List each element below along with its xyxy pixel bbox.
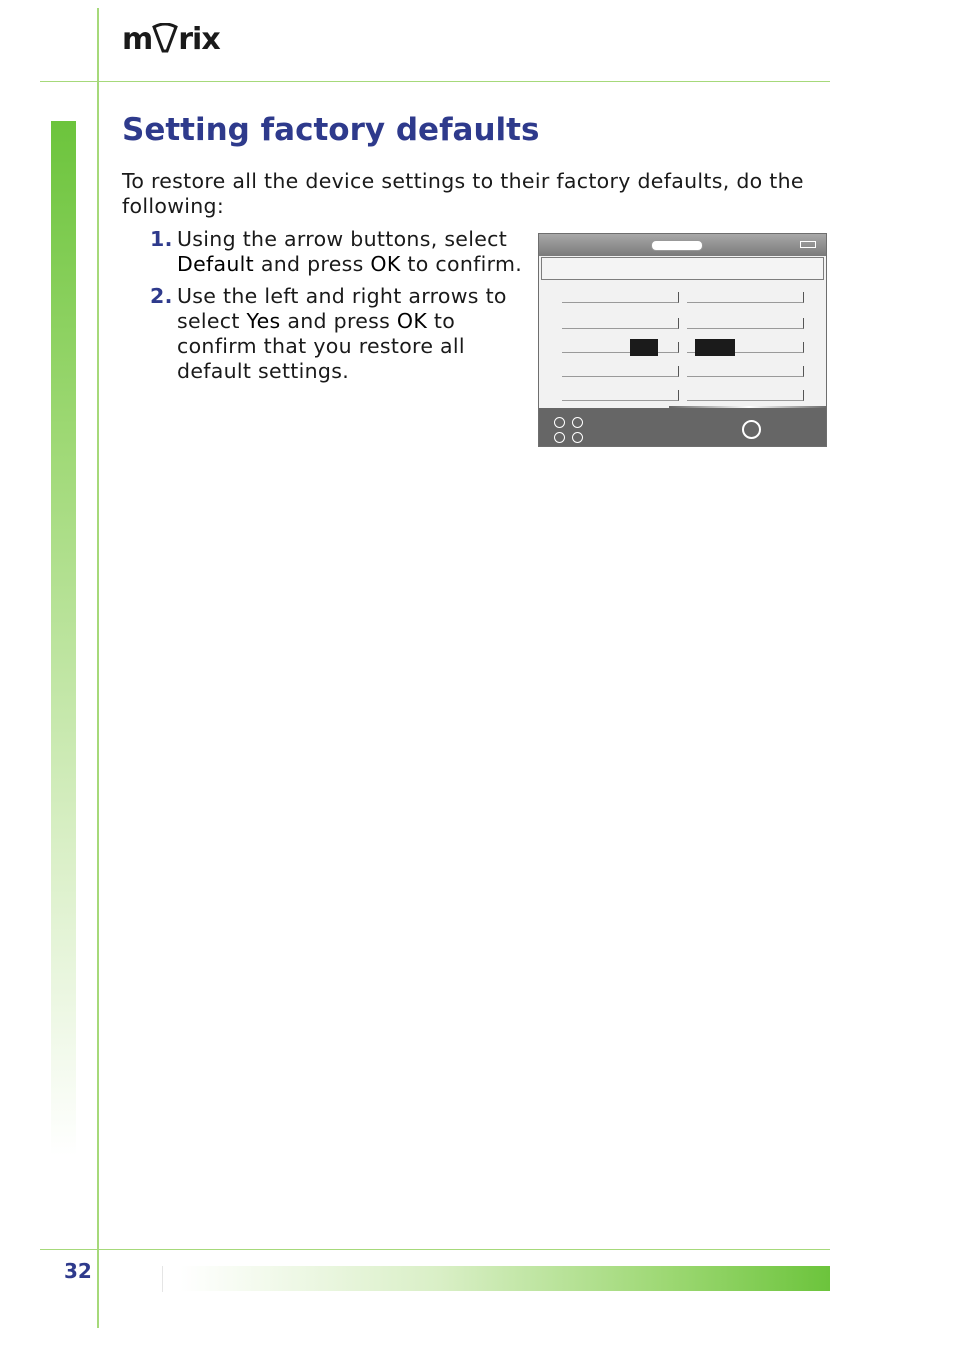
down-arrow-icon [572, 417, 583, 428]
keyword-ok: OK [370, 252, 401, 276]
step-text: to confirm. [400, 252, 523, 276]
steps-list [150, 227, 525, 391]
right-arrow-icon [572, 432, 583, 443]
step-item [150, 284, 525, 384]
screen-field [562, 318, 679, 329]
screen-title-pill [651, 240, 703, 251]
step-number: 1. [150, 227, 173, 251]
footer-gradient-bar [180, 1266, 830, 1291]
ok-button-icon [742, 420, 761, 439]
brand-logo [122, 22, 220, 57]
page-title: Setting factory defaults [122, 112, 540, 148]
step-text: to confirm that you restore all default settings. [177, 309, 465, 383]
up-arrow-icon [554, 417, 565, 428]
footer-divider [162, 1266, 163, 1292]
logo-v-icon [152, 23, 178, 55]
screen-field [687, 292, 804, 303]
screen-header-bar [541, 257, 824, 280]
battery-icon [800, 241, 816, 248]
screen-field [687, 390, 804, 401]
logo-text-right: rix [178, 22, 220, 57]
step-item [150, 227, 525, 277]
screen-field [687, 366, 804, 377]
step-text: Using the arrow buttons, select [177, 227, 508, 251]
keyword-yes: Yes [246, 309, 281, 333]
screen-field [562, 390, 679, 401]
step-text: Use the left and right arrows to select [177, 284, 507, 333]
device-screen-illustration [538, 233, 827, 447]
header-rule [40, 81, 830, 82]
selected-option-right [695, 339, 735, 356]
screen-field [687, 318, 804, 329]
keyword-ok: OK [396, 309, 428, 333]
intro-paragraph: To restore all the device settings to their factory defaults, do the following: [122, 169, 804, 218]
selected-option-left [630, 339, 658, 356]
screen-control-bar [539, 408, 826, 447]
screen-field [562, 342, 679, 353]
screen-field [562, 292, 679, 303]
footer-rule [40, 1249, 830, 1250]
side-gradient-bar [51, 121, 76, 1156]
screen-title-bar [539, 234, 826, 256]
left-arrow-icon [554, 432, 565, 443]
step-number: 2. [150, 284, 173, 308]
step-text: and press [280, 309, 397, 333]
page-number: 32 [64, 1259, 92, 1283]
screen-field [562, 366, 679, 377]
vertical-rule [97, 8, 99, 1328]
keyword-default: Default [177, 252, 255, 276]
step-text: and press [254, 252, 371, 276]
logo-text-left: m [122, 22, 153, 57]
